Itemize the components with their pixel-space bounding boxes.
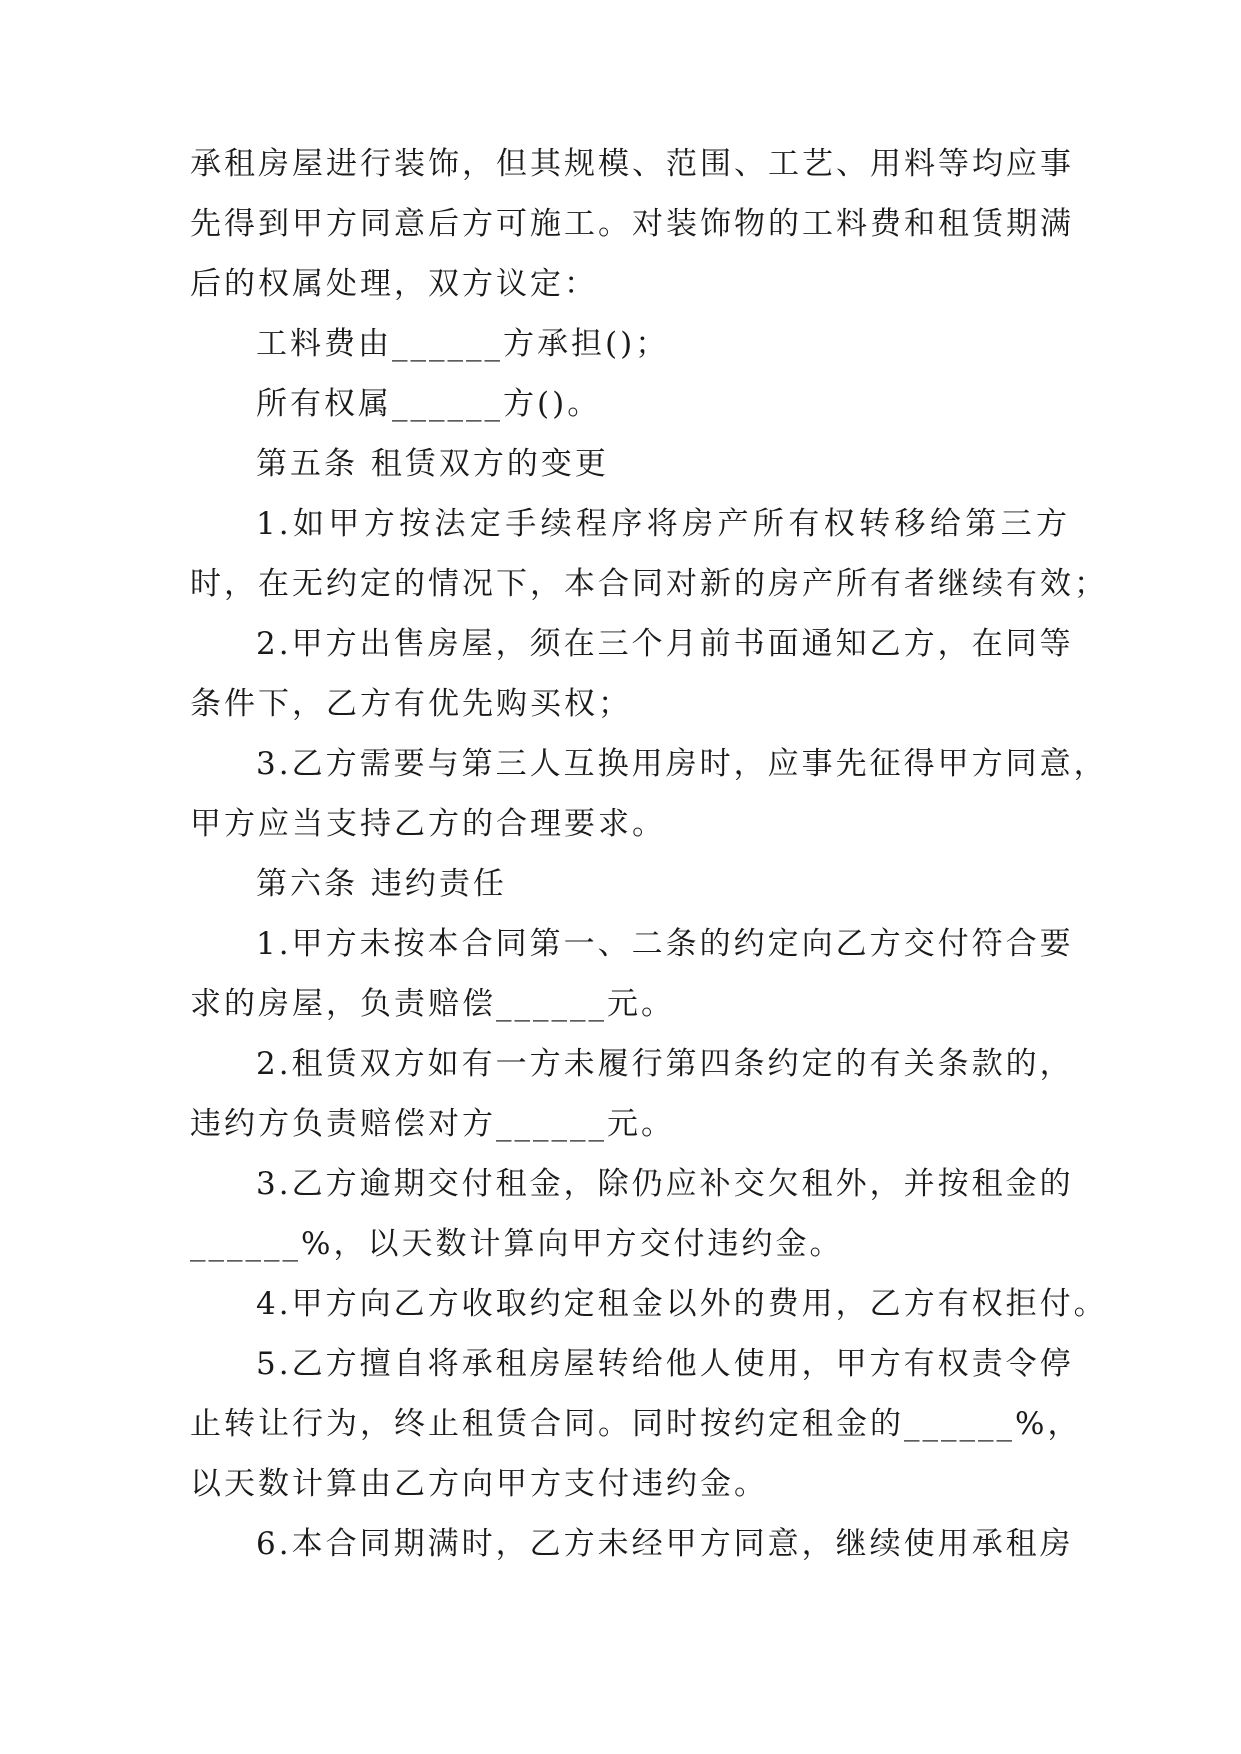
body-text-line: 4.甲方向乙方收取约定租金以外的费用，乙方有权拒付。 <box>256 1286 1108 1322</box>
body-text-line: 3.乙方需要与第三人互换用房时，应事先征得甲方同意， <box>256 746 1108 782</box>
body-text-line: 所有权属______方()。 <box>256 386 602 422</box>
body-text-line: 工料费由______方承担()； <box>256 326 670 362</box>
body-text-line: 2.甲方出售房屋，须在三个月前书面通知乙方，在同等 <box>256 626 1074 662</box>
body-text-line: 6.本合同期满时，乙方未经甲方同意，继续使用承租房 <box>256 1526 1074 1562</box>
body-text-line: 5.乙方擅自将承租房屋转给他人使用，甲方有权责令停 <box>256 1346 1074 1382</box>
body-text-line: 违约方负责赔偿对方______元。 <box>190 1106 675 1142</box>
body-text-line: ______%，以天数计算向甲方交付违约金。 <box>190 1226 844 1262</box>
body-text-line: 承租房屋进行装饰，但其规模、范围、工艺、用料等均应事 <box>190 146 1074 182</box>
body-text-line: 甲方应当支持乙方的合理要求。 <box>190 806 666 842</box>
body-text-line: 以天数计算由乙方向甲方支付违约金。 <box>190 1466 768 1502</box>
body-text-line: 1.如甲方按法定手续程序将房产所有权转移给第三方 <box>256 506 1070 542</box>
body-text-line: 先得到甲方同意后方可施工。对装饰物的工料费和租赁期满 <box>190 206 1074 242</box>
body-text-line: 求的房屋，负责赔偿______元。 <box>190 986 675 1022</box>
body-text-line: 1.甲方未按本合同第一、二条的约定向乙方交付符合要 <box>256 926 1074 962</box>
body-text-line: 后的权属处理，双方议定： <box>190 266 598 302</box>
section-heading: 第六条 违约责任 <box>256 866 507 902</box>
body-text-line: 止转让行为，终止租赁合同。同时按约定租金的______%， <box>190 1406 1082 1442</box>
section-heading: 第五条 租赁双方的变更 <box>256 446 609 482</box>
body-text-line: 3.乙方逾期交付租金，除仍应补交欠租外，并按租金的 <box>256 1166 1074 1202</box>
body-text-line: 时，在无约定的情况下，本合同对新的房产所有者继续有效； <box>190 566 1108 602</box>
body-text-line: 条件下，乙方有优先购买权； <box>190 686 632 722</box>
body-text-line: 2.租赁双方如有一方未履行第四条约定的有关条款的， <box>256 1046 1074 1082</box>
